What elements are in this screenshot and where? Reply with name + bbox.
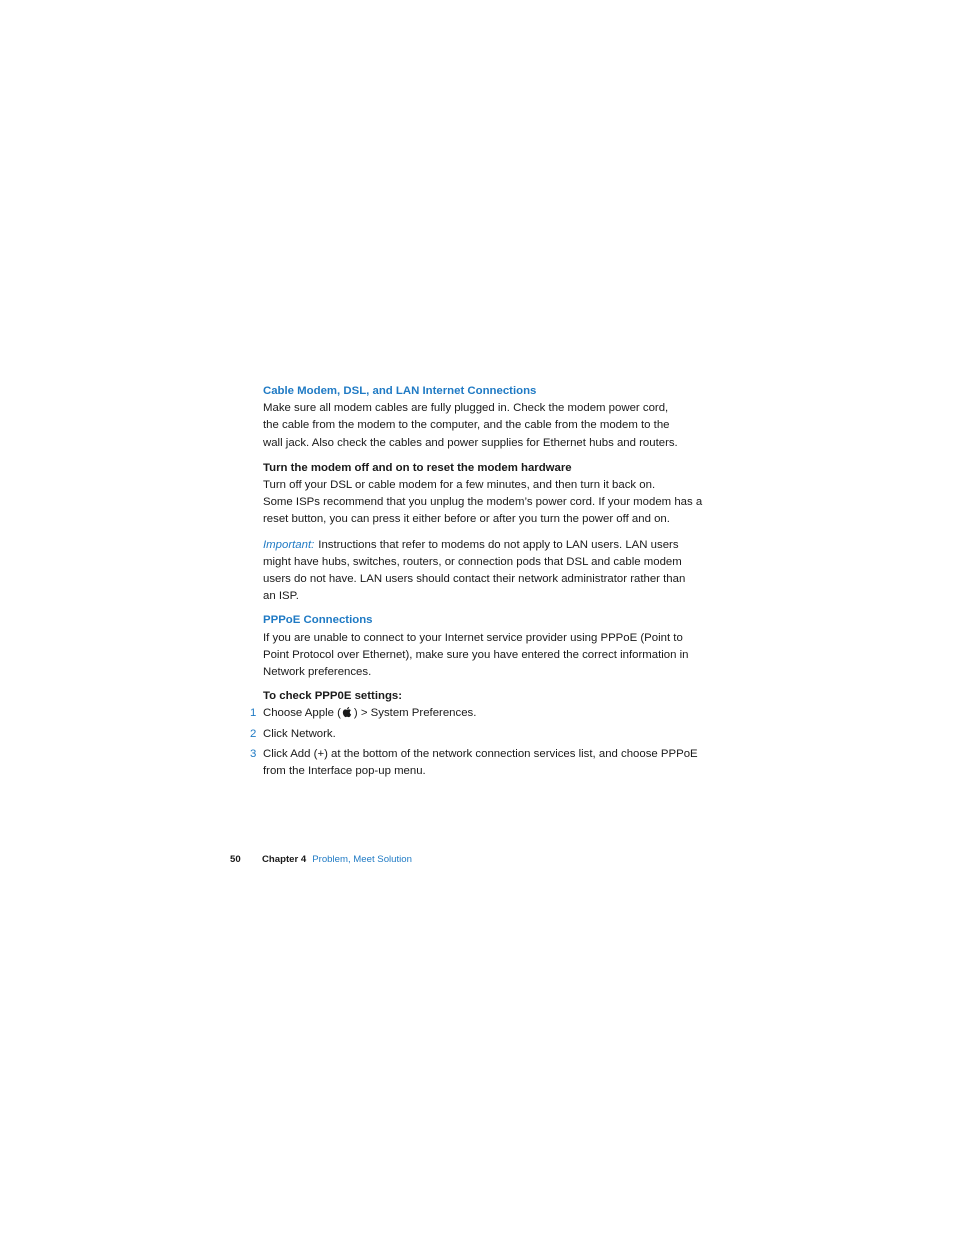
paragraph-line: Network preferences. <box>263 666 372 679</box>
step-item <box>250 746 713 780</box>
paragraph-line: wall jack. Also check the cables and power supplies for Ethernet hubs and routers. <box>263 436 678 449</box>
step-text: Click Add (+) at the bottom of the network connection services list, and choose PPPoE <box>263 747 698 760</box>
steps-intro: To check PPP0E settings: <box>263 690 403 703</box>
step-number: 1 <box>250 707 257 720</box>
step-text: Choose Apple ( <box>263 707 341 720</box>
step-item <box>250 705 713 722</box>
important-line: Instructions that refer to modems do not apply to LAN users. LAN users <box>318 538 679 551</box>
chapter-label: Chapter 4 <box>262 854 307 865</box>
apple-icon <box>342 706 353 718</box>
step-text: ) > System Preferences. <box>353 707 477 720</box>
section-heading-cable-modem: Cable Modem, DSL, and LAN Internet Connections <box>263 385 537 397</box>
step-text: from the Interface pop-up menu. <box>263 765 426 778</box>
paragraph-line: Turn off your DSL or cable modem for a few minutes, and then turn it back on. <box>263 479 656 492</box>
page-footer <box>230 853 412 867</box>
important-label: Important: <box>263 538 315 551</box>
step-item <box>250 726 713 743</box>
paragraph-line: reset button, you can press it either before or after you turn the power off and on. <box>263 513 670 526</box>
paragraph-line: Make sure all modem cables are fully plugged in. Check the modem power cord, <box>263 402 669 415</box>
paragraph-line: the cable from the modem to the computer, and the cable from the modem to the <box>263 419 670 432</box>
important-line: an ISP. <box>263 590 299 603</box>
chapter-title: Problem, Meet Solution <box>312 854 412 865</box>
step-text: Click Network. <box>263 727 336 740</box>
steps-list <box>250 705 713 780</box>
step-number: 2 <box>250 727 257 740</box>
page-content <box>250 383 713 783</box>
paragraph-line: If you are unable to connect to your Internet service provider using PPPoE (Point to <box>263 631 683 644</box>
step-number: 3 <box>250 747 257 760</box>
paragraph-line: Point Protocol over Ethernet), make sure you have entered the correct information in <box>263 648 689 661</box>
paragraph-line: Some ISPs recommend that you unplug the modem’s power cord. If your modem has a <box>263 496 703 509</box>
important-note <box>263 537 713 554</box>
section-heading-pppoe: PPPoE Connections <box>263 614 373 627</box>
important-line: might have hubs, switches, routers, or connection pods that DSL and cable modem <box>263 555 682 568</box>
important-line: users do not have. LAN users should contact their network administrator rather than <box>263 573 686 586</box>
page-number: 50 <box>230 854 241 865</box>
subheading-reset-modem: Turn the modem off and on to reset the modem hardware <box>263 461 572 474</box>
